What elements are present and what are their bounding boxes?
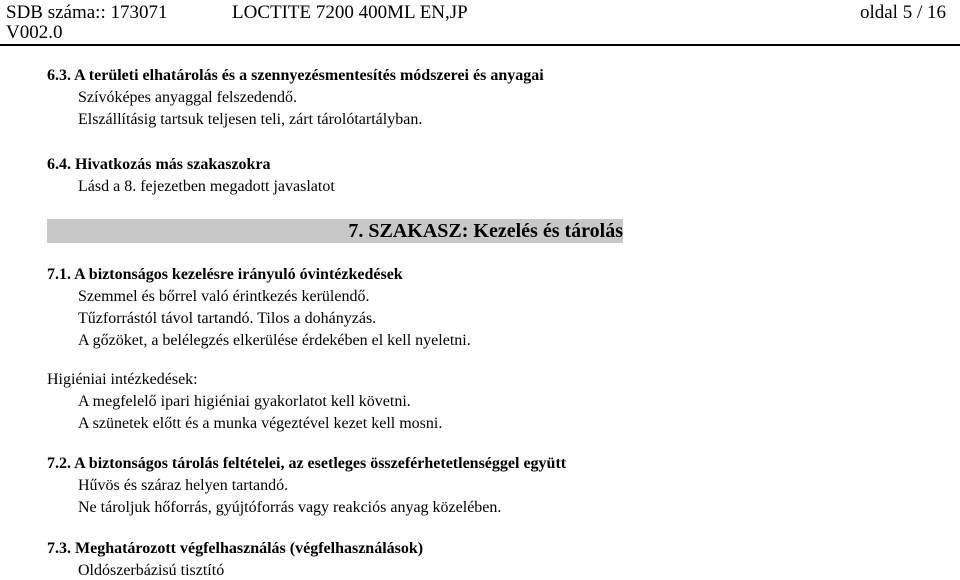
- heading-7-2: 7.2. A biztonságos tárolás feltételei, az esetleges összeférhetetlenséggel együtt: [47, 455, 567, 472]
- hygiene-line-1: A megfelelő ipari higiéniai gyakorlatot kell követni.: [78, 393, 411, 410]
- heading-6-4: 6.4. Hivatkozás más szakaszokra: [47, 156, 271, 173]
- section-title: 7. SZAKASZ: Kezelés és tárolás: [348, 220, 623, 242]
- s7-2-line-2: Ne tároljuk hőforrás, gyújtóforrás vagy reakciós anyag közelében.: [78, 499, 502, 516]
- document-version: V002.0: [6, 22, 63, 43]
- header-divider: [0, 44, 960, 46]
- page-number: oldal 5 / 16: [859, 2, 946, 23]
- s6-4-line-1: Lásd a 8. fejezetben megadott javaslatot: [78, 178, 335, 195]
- s7-3-line-1: Oldószerbázisú tisztító: [78, 562, 225, 579]
- page-header: [0, 0, 960, 46]
- s7-1-line-1: Szemmel és bőrrel való érintkezés kerülendő.: [78, 288, 370, 305]
- product-name: LOCTITE 7200 400ML EN,JP: [232, 2, 468, 23]
- s6-3-line-1: Szívóképes anyaggal felszedendő.: [78, 89, 298, 106]
- sdb-number: SDB száma:: 173071: [6, 2, 168, 23]
- s7-1-line-2: Tűzforrástól távol tartandó. Tilos a dohányzás.: [78, 310, 377, 327]
- s7-2-line-1: Hűvös és száraz helyen tartandó.: [78, 477, 289, 494]
- hygiene-heading: Higiéniai intézkedések:: [47, 371, 198, 388]
- heading-7-1: 7.1. A biztonságos kezelésre irányuló óvintézkedések: [47, 266, 403, 283]
- hygiene-line-2: A szünetek előtt és a munka végeztével kezet kell mosni.: [78, 415, 443, 432]
- heading-7-3: 7.3. Meghatározott végfelhasználás (végfelhasználások): [47, 540, 424, 557]
- s6-3-line-2: Elszállításig tartsuk teljesen teli, zárt tárolótartályban.: [78, 111, 423, 128]
- s7-1-line-3: A gőzöket, a belélegzés elkerülése érdekében el kell nyeletni.: [78, 332, 471, 349]
- heading-6-3: 6.3. A területi elhatárolás és a szennyezésmentesítés módszerei és anyagai: [47, 67, 544, 84]
